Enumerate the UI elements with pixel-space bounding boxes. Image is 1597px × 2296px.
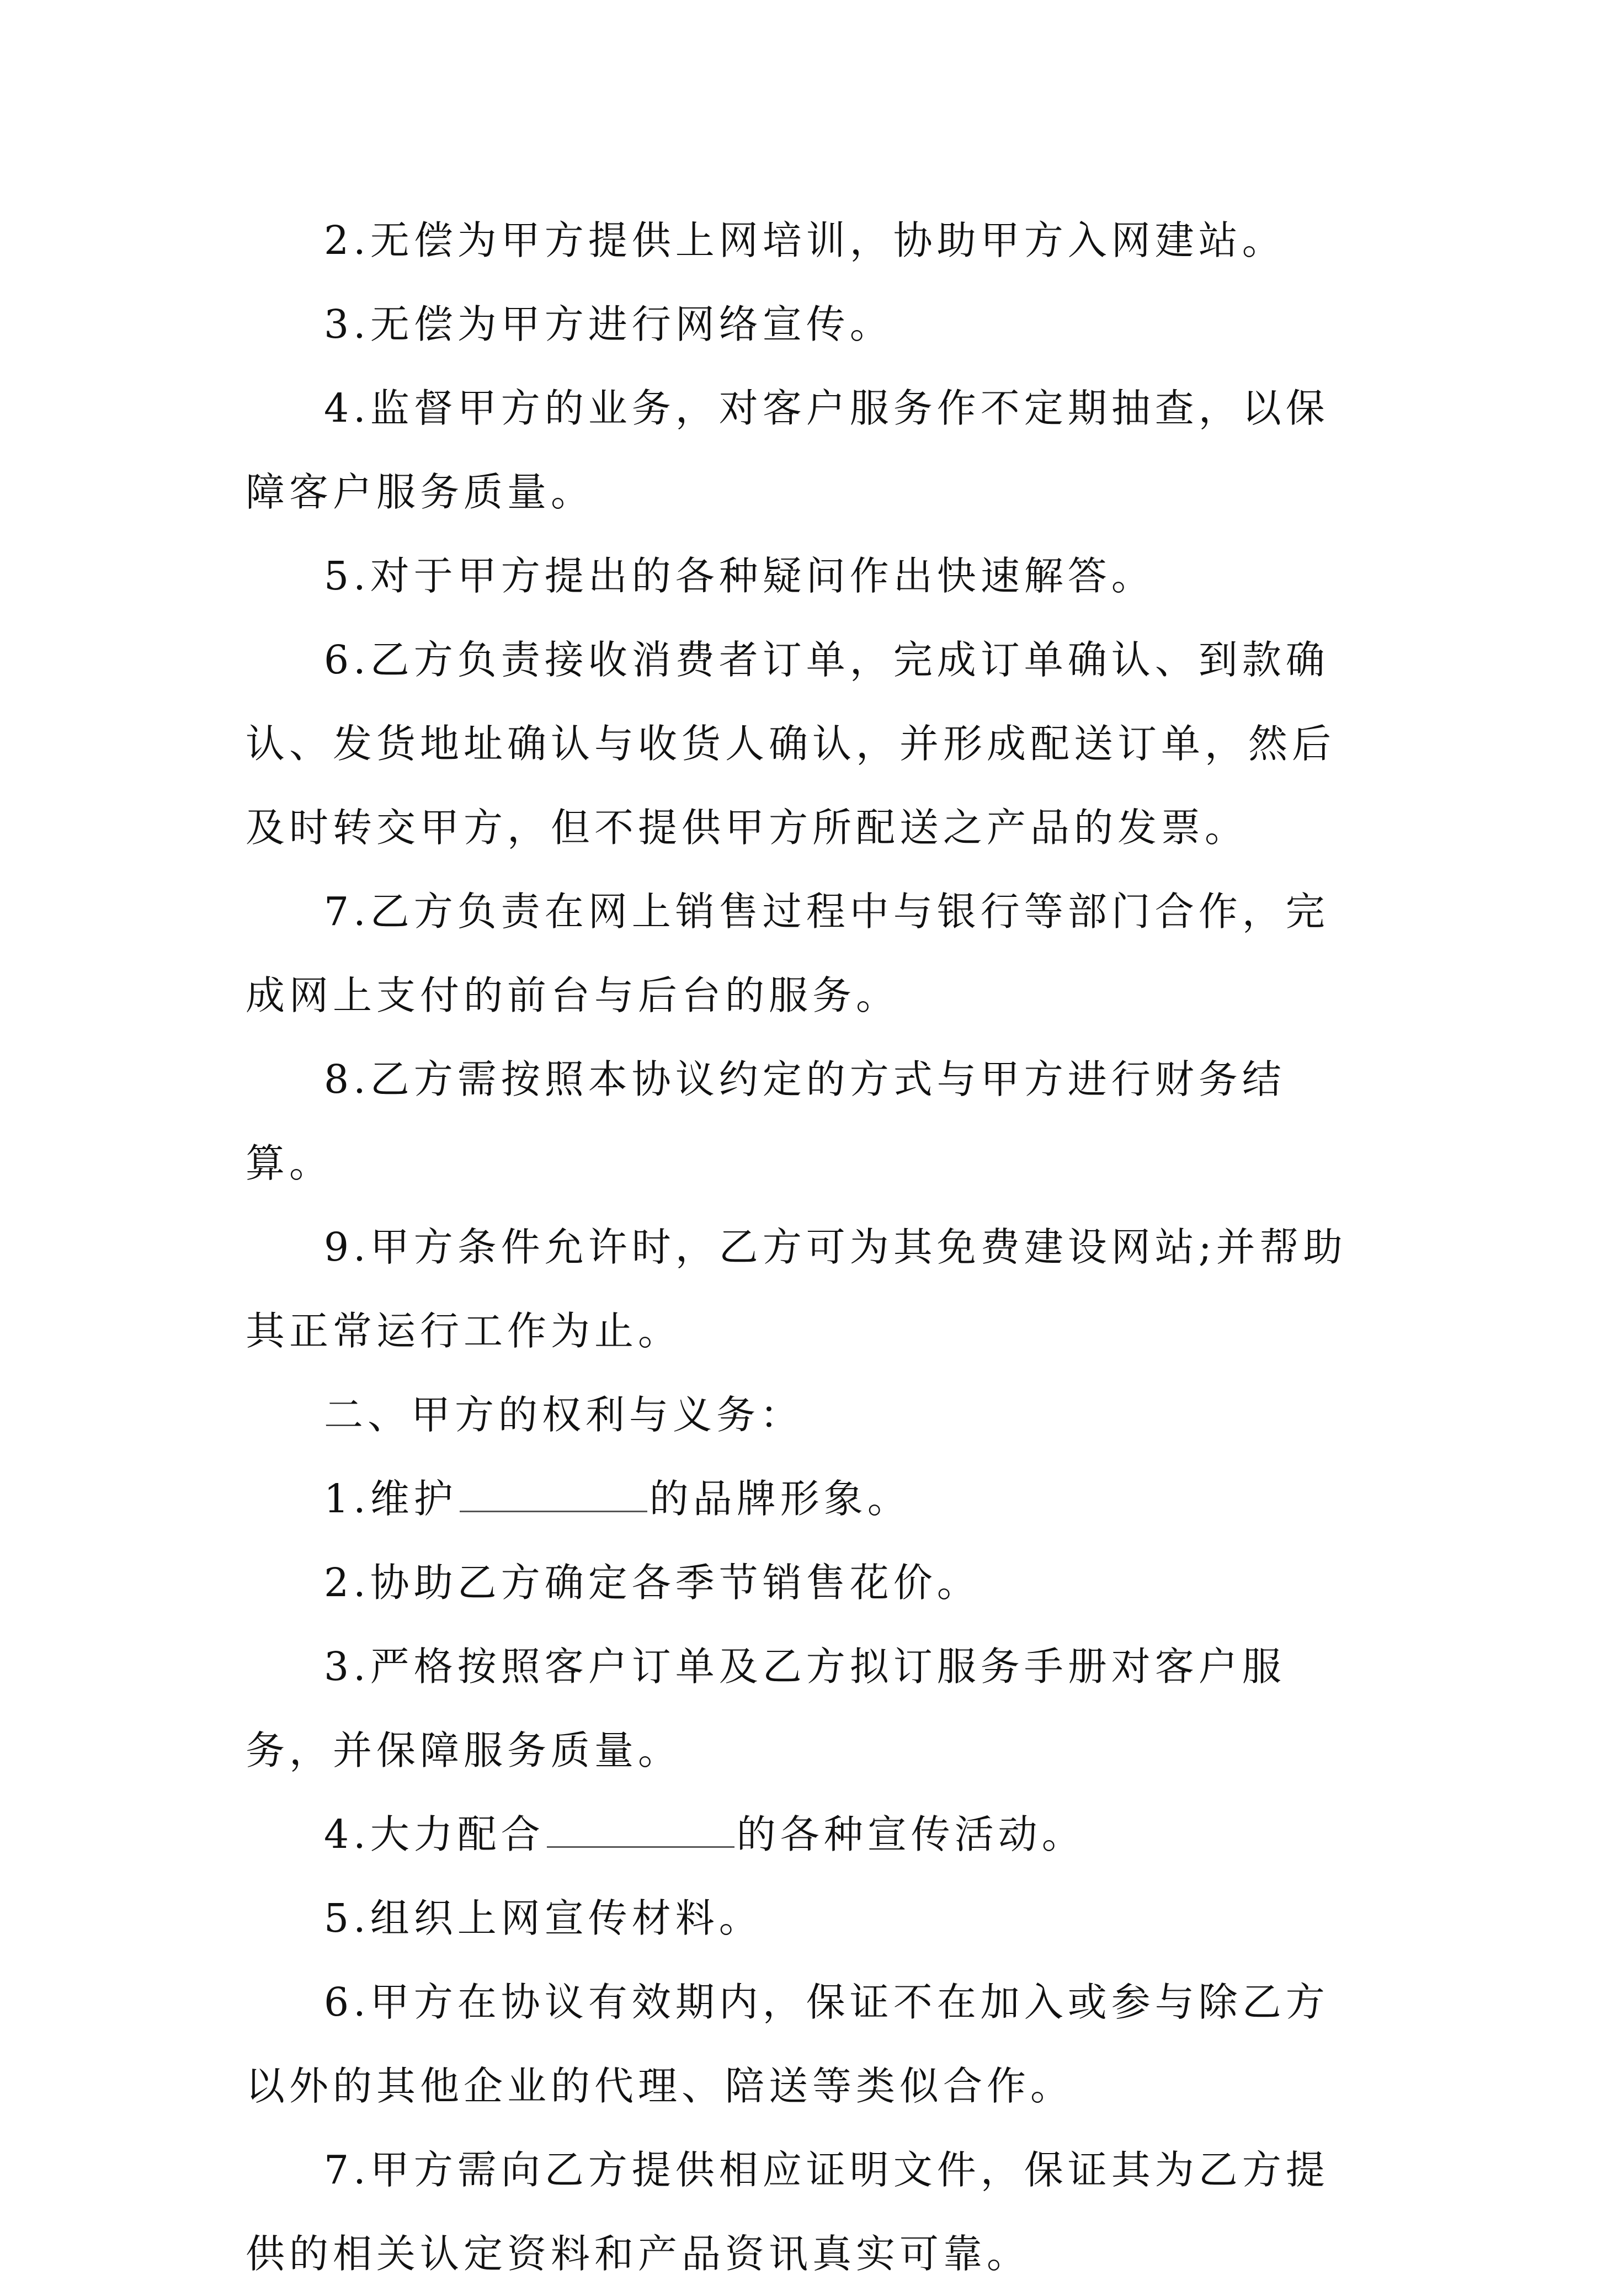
blank-field-brand[interactable] (460, 1479, 647, 1512)
party-a-item-7: 7.甲方需向乙方提供相应证明文件，保证其为乙方提供的相关认定资料和产品资讯真实可靠。 (246, 2147, 1329, 2277)
blank-field-partner[interactable] (547, 1814, 734, 1848)
paragraph-item-2: 2.无偿为甲方提供上网培训，协助甲方入网建站。 (324, 217, 1286, 263)
party-a-item-1-after: 的品牌形象。 (649, 1476, 911, 1522)
party-a-item-3: 3.严格按照客户订单及乙方拟订服务手册对客户服务，并保障服务质量。 (246, 1644, 1286, 1773)
party-a-item-4-before: 4.大力配合 (324, 1811, 545, 1857)
paragraph-item-3: 3.无偿为甲方进行网络宣传。 (324, 301, 893, 347)
paragraph-item-4: 4.监督甲方的业务，对客户服务作不定期抽查，以保障客户服务质量。 (246, 385, 1329, 515)
section-heading-party-a: 二、甲方的权利与义务： (324, 1392, 804, 1438)
party-a-item-1-before: 1.维护 (324, 1476, 457, 1522)
party-a-item-4 (246, 1793, 1360, 1877)
party-a-item-4-after: 的各种宣传活动。 (736, 1811, 1085, 1857)
paragraph-item-7: 7.乙方负责在网上销售过程中与银行等部门合作，完成网上支付的前台与后台的服务。 (246, 889, 1329, 1018)
party-a-item-1 (246, 1457, 1360, 1541)
party-a-item-5: 5.组织上网宣传材料。 (324, 1895, 763, 1941)
party-a-item-2: 2.协助乙方确定各季节销售花价。 (324, 1560, 981, 1606)
paragraph-item-5: 5.对于甲方提出的各种疑问作出快速解答。 (324, 553, 1155, 599)
document-body (246, 199, 1360, 2296)
paragraph-item-6: 6.乙方负责接收消费者订单，完成订单确认、到款确认、发货地址确认与收货人确认，并形成配送订单，然后及时转交甲方，但不提供甲方所配送之产品的发票。 (246, 637, 1336, 851)
paragraph-item-9: 9.甲方条件允许时，乙方可为其免费建设网站;并帮助其正常运行工作为止。 (246, 1224, 1347, 1354)
paragraph-item-8: 8.乙方需按照本协议约定的方式与甲方进行财务结算。 (246, 1056, 1286, 1186)
party-a-item-6: 6.甲方在协议有效期内，保证不在加入或参与除乙方以外的其他企业的代理、陪送等类似合作。 (246, 1979, 1329, 2109)
